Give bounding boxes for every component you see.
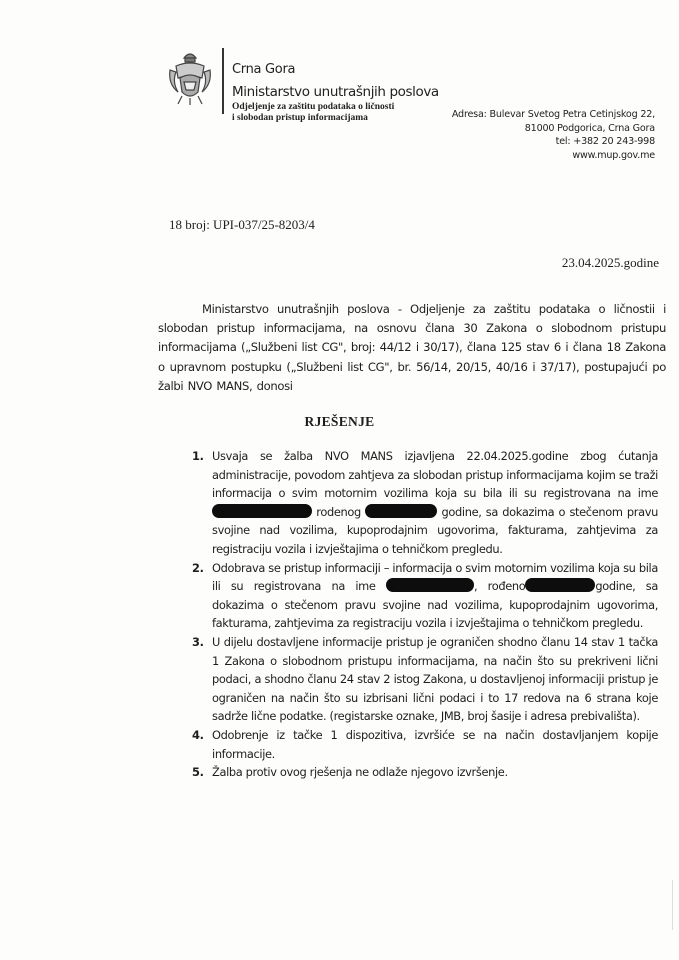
reference-number: 18 broj: UPI-037/25-8203/4: [169, 217, 315, 232]
item-number: 3.: [192, 634, 204, 649]
decision-item-3: [192, 633, 658, 726]
document-title: RJEŠENJE: [304, 414, 375, 429]
decision-item-1: [192, 447, 658, 559]
item-number: 2.: [192, 560, 204, 575]
item-text-a: Usvaja se žalba NVO MANS izjavljena 22.04.2025.godine zbog ćutanja administracije, povodom zahtjeva za slobodan pristup informacijama kojim se traži informacija o svim motornim vozilima koja su bila ili su registrovana na ime: [212, 449, 658, 501]
item-number: 4.: [192, 727, 204, 742]
item-text: Žalba protiv ovog rješenja ne odlaže njegovo izvršenje.: [212, 765, 508, 780]
address-website: www.mup.gov.me: [572, 149, 655, 161]
redacted-name: [386, 578, 474, 592]
address-city: 81000 Podgorica, Crna Gora: [524, 122, 655, 134]
item-text-b: rodenog: [316, 504, 366, 519]
decision-item-5: [192, 763, 658, 782]
country-name: Crna Gora: [232, 62, 296, 77]
redacted-name: [212, 504, 312, 518]
item-text-b: , rođeno: [473, 579, 526, 594]
address-phone: tel: +382 20 243-998: [555, 136, 655, 147]
item-text-c: godine, sa dokazima o stečenom pravu svojine nad vozilima, kupoprodajnim ugovorima, fakturama, zahtjevima za registraciju vozila i izvještajima o tehničkom pregledu.: [212, 504, 659, 556]
item-number: 1.: [192, 449, 204, 463]
document-date: 23.04.2025.godine: [561, 255, 659, 270]
item-text: U dijelu dostavljene informacije pristup je ograničen shodno članu 14 stav 1 tačka 1 Zakona o slobodnom pristupu informacijama, na način što su prekriveni lični podaci, a shodno članu 24 stav 2 istog Zakona, u dostavljenoj informaciji pristup je ograničen na način što su izbrisani lični podaci i to 17 redova na 6 strana koje sadrže lične podatke. (registarske oznake, JMB, broj šasije i adresa prebivališta).: [212, 634, 658, 724]
item-text-a: Odobrava se pristup informaciji – informacija o svim motornim vozilima koja su bila ili su registrovana na ime: [212, 560, 658, 594]
item-number: 5.: [192, 765, 204, 780]
scan-edge-mark: [672, 880, 673, 930]
intro-paragraph: [158, 300, 666, 396]
letterhead-divider: [222, 48, 224, 114]
redacted-birthdate: [365, 504, 437, 518]
department-line-1: Odjeljenje za zaštitu podataka o ličnosti: [232, 102, 395, 112]
ministry-name: Ministarstvo unutrašnjih poslova: [232, 84, 439, 100]
decision-items: [192, 447, 658, 782]
address-street: Adresa: Bulevar Svetog Petra Cetinjskog 22,: [451, 109, 655, 120]
department-line-2: i slobodan pristup informacijama: [232, 112, 368, 123]
item-text: Odobrenje iz tačke 1 dispozitiva, izvršiće se na način dostavljanjem kopije informacije.: [212, 727, 658, 761]
decision-item-4: [192, 726, 658, 763]
item-text-c: godine, sa dokazima o stečenom pravu svojine nad vozilima, kupoprodajnim ugovorima, fakturama, zahtjevima za registraciju vozila i izvještajima o tehničkom pregledu.: [212, 579, 658, 631]
department-name: [232, 102, 394, 123]
montenegro-coat-of-arms-icon: [166, 48, 214, 108]
decision-item-2: [192, 559, 658, 633]
intro-text: Ministarstvo unutrašnjih poslova - Odjeljenje za zaštitu podataka o ličnostii i slobodan pristup informacijama, na osnovu člana 30 Zakona o slobodnom pristupu informacijama („Službeni list CG", broj: 44/12 i 30/17), člana 125 stav 6 i člana 18 Zakona o upravnom postupku („Službeni list CG", br. 56/14, 20/15, 40/16 i 37/17), postupajući po žalbi NVO MANS, donosi: [158, 302, 666, 393]
ministry-address: [452, 108, 655, 162]
redacted-birthdate: [525, 578, 595, 592]
